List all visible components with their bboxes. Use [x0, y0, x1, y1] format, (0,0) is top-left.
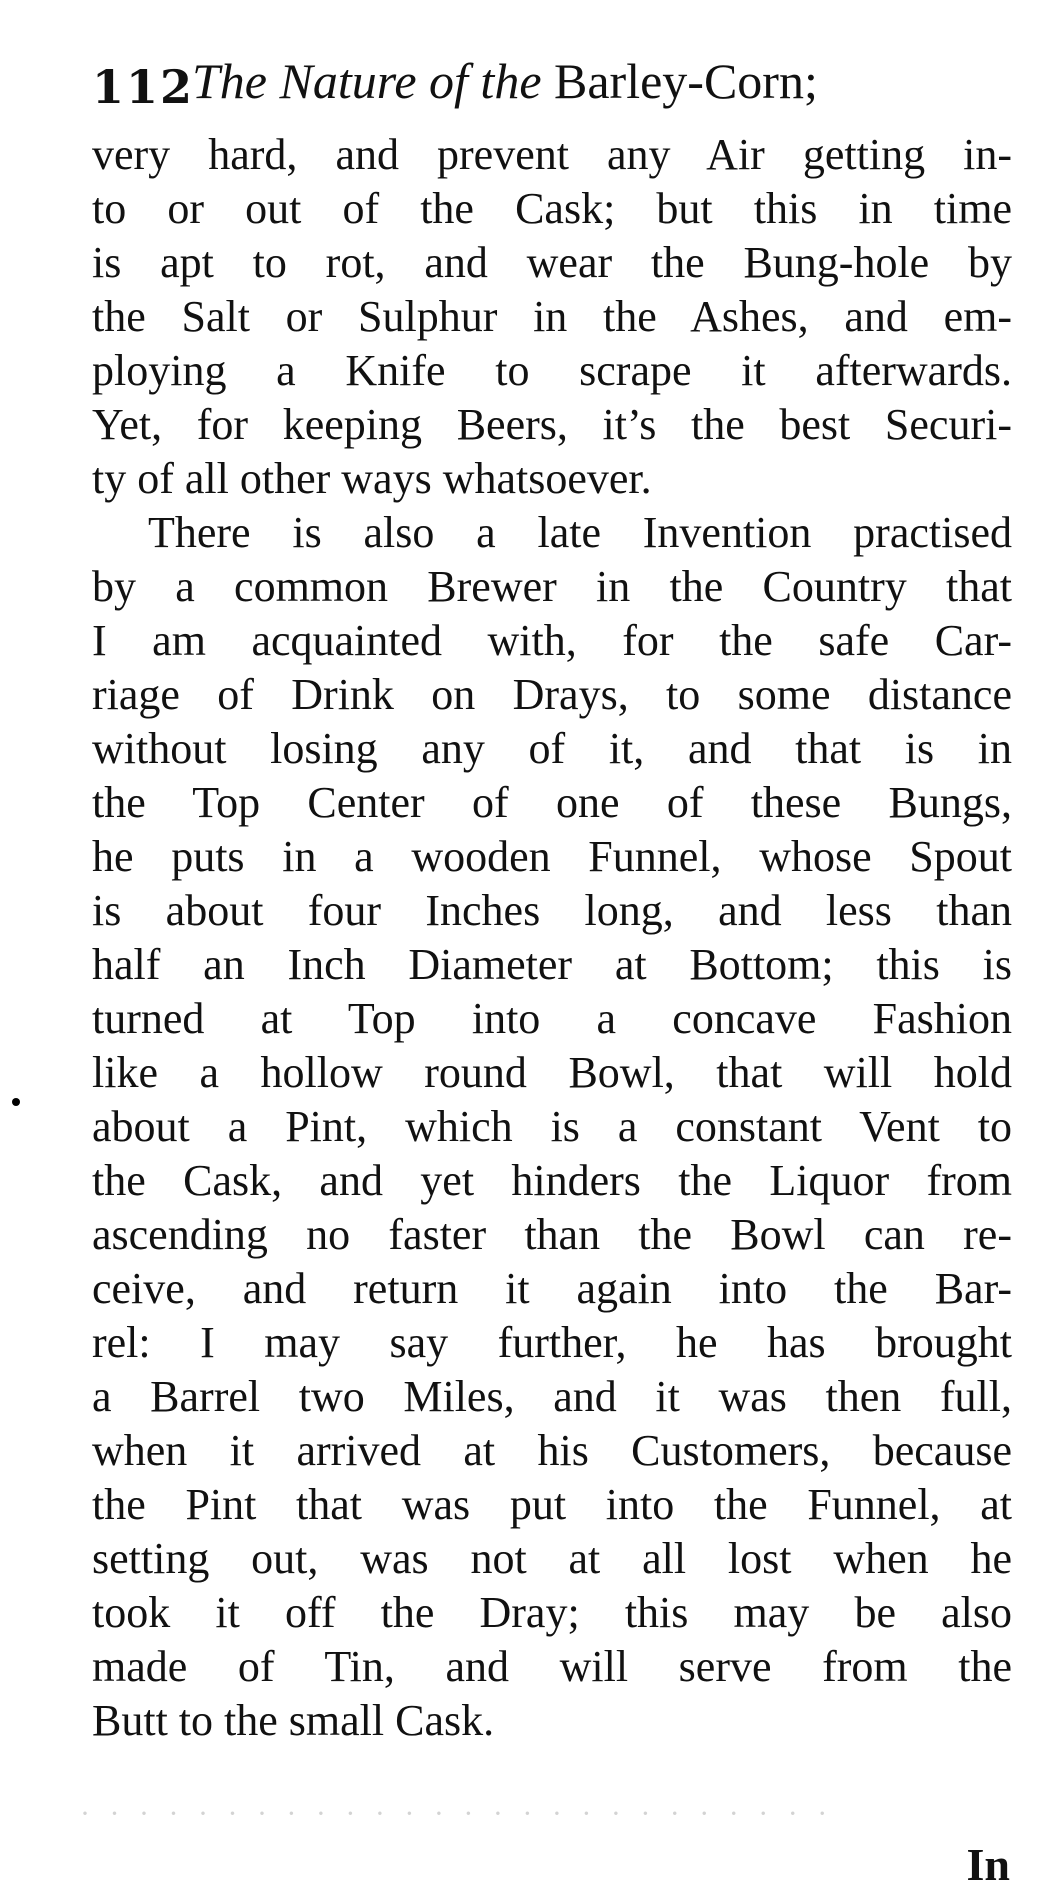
text-line: is apt to rot, and wear the Bung-hole by — [92, 238, 1012, 287]
text-line: the Top Center of one of these Bungs, — [92, 778, 1012, 827]
page-number: 112 — [92, 60, 195, 114]
running-head-italic: The Nature of the — [192, 53, 542, 109]
text-line: Butt to the small Cask. — [92, 1696, 495, 1745]
text-line: the Cask, and yet hinders the Liquor from — [92, 1156, 1012, 1205]
text-line: I am acquainted with, for the safe Car- — [92, 616, 1012, 665]
text-line: to or out of the Cask; but this in time — [92, 184, 1012, 233]
catchword: In — [966, 1839, 1010, 1890]
text-line: by a common Brewer in the Country that — [92, 562, 1012, 611]
text-line: like a hollow round Bowl, that will hold — [92, 1048, 1012, 1097]
text-line: half an Inch Diameter at Bottom; this is — [92, 940, 1012, 989]
text-line: ascending no faster than the Bowl can re- — [92, 1210, 1012, 1259]
text-line: is about four Inches long, and less than — [92, 886, 1012, 935]
running-head — [192, 52, 818, 110]
bleed-through-text: · · · · · · · · · · · · · · · · · · · · · · · · · · — [80, 1800, 834, 1828]
running-head-roman: Barley-Corn; — [554, 53, 818, 109]
text-line: ploying a Knife to scrape it afterwards. — [92, 346, 1012, 395]
text-line: took it off the Dray; this may be also — [92, 1588, 1012, 1637]
text-line: made of Tin, and will serve from the — [92, 1642, 1012, 1691]
text-line: very hard, and prevent any Air getting in- — [92, 130, 1012, 179]
page-header — [92, 44, 1012, 128]
text-line: Yet, for keeping Beers, it’s the best Securi- — [92, 400, 1012, 449]
text-line: without losing any of it, and that is in — [92, 724, 1012, 773]
text-line: turned at Top into a concave Fashion — [92, 994, 1012, 1043]
text-line: There is also a late Invention practised — [148, 508, 1012, 557]
text-line: setting out, was not at all lost when he — [92, 1534, 1012, 1583]
text-line: ty of all other ways whatsoever. — [92, 454, 652, 503]
text-line: when it arrived at his Customers, because — [92, 1426, 1012, 1475]
text-line: rel: I may say further, he has brought — [92, 1318, 1012, 1367]
text-line: riage of Drink on Drays, to some distance — [92, 670, 1012, 719]
text-line: he puts in a wooden Funnel, whose Spout — [92, 832, 1012, 881]
ink-speck — [12, 1098, 20, 1106]
text-line: a Barrel two Miles, and it was then full, — [92, 1372, 1012, 1421]
text-line: about a Pint, which is a constant Vent to — [92, 1102, 1012, 1151]
text-line: the Salt or Sulphur in the Ashes, and em- — [92, 292, 1012, 341]
text-line: the Pint that was put into the Funnel, at — [92, 1480, 1012, 1529]
text-line: ceive, and return it again into the Bar- — [92, 1264, 1012, 1313]
body-text — [92, 128, 1012, 1748]
